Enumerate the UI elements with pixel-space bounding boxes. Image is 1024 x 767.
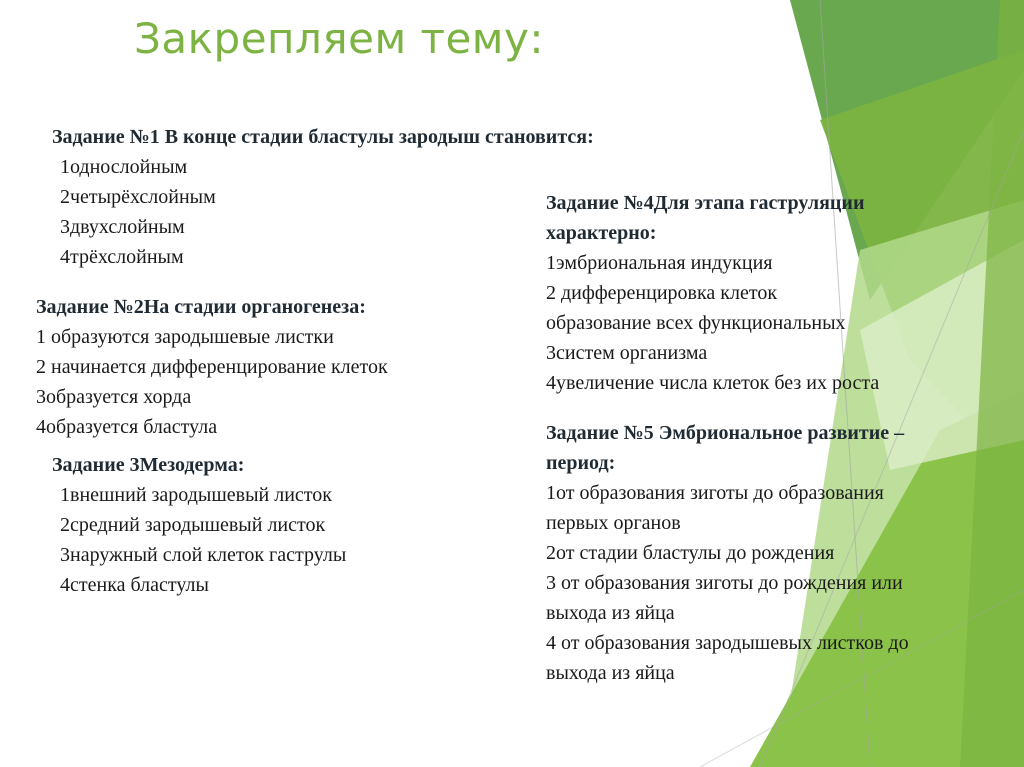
task5-heading-line1: Задание №5 Эмбриональное развитие – <box>546 422 905 444</box>
task3-option-1: 1внешний зародышевый листок <box>60 484 332 506</box>
task2-option-4: 4образуется бластула <box>36 416 218 438</box>
task1-heading: Задание №1 В конце стадии бластулы зародыш становится: <box>52 126 594 148</box>
task3-block <box>52 450 346 600</box>
task2-block <box>36 292 388 442</box>
slide-title: Закрепляем тему: <box>134 14 544 63</box>
task4-option-2: 2 дифференцировка клеток <box>546 282 778 304</box>
task4-heading-line1: Задание №4Для этапа гаструляции <box>546 192 865 214</box>
task5-block <box>546 418 909 688</box>
task5-option-1a: 1от образования зиготы до образования <box>546 482 884 504</box>
task3-heading: Задание 3Мезодерма: <box>52 454 245 476</box>
task5-option-2: 2от стадии бластулы до рождения <box>546 542 835 564</box>
task4-option-3a: образование всех функциональных <box>546 312 846 334</box>
task3-option-3: 3наружный слой клеток гаструлы <box>60 544 347 566</box>
task2-option-3: 3образуется хорда <box>36 386 192 408</box>
task4-option-3b: 3систем организма <box>546 342 708 364</box>
task5-option-3b: выхода из яйца <box>546 602 675 624</box>
task1-option-1: 1однослойным <box>60 156 188 178</box>
task2-option-1: 1 образуются зародышевые листки <box>36 326 334 348</box>
task2-option-2: 2 начинается дифференцирование клеток <box>36 356 388 378</box>
task3-option-4: 4стенка бластулы <box>60 574 209 596</box>
task4-option-4: 4увеличение числа клеток без их роста <box>546 372 880 394</box>
task5-option-1b: первых органов <box>546 512 681 534</box>
task5-heading-line2: период: <box>546 452 616 474</box>
task4-option-1: 1эмбриональная индукция <box>546 252 773 274</box>
task4-heading-line2: характерно: <box>546 222 657 244</box>
task1-option-2: 2четырёхслойным <box>60 186 216 208</box>
task3-option-2: 2средний зародышевый листок <box>60 514 326 536</box>
task2-heading: Задание №2На стадии органогенеза: <box>36 296 366 318</box>
task5-option-4a: 4 от образования зародышевых листков до <box>546 632 909 654</box>
task5-option-3a: 3 от образования зиготы до рождения или <box>546 572 903 594</box>
task4-block <box>546 188 879 398</box>
task1-block <box>52 122 594 272</box>
task1-option-4: 4трёхслойным <box>60 246 184 268</box>
task5-option-4b: выхода из яйца <box>546 662 675 684</box>
task1-option-3: 3двухслойным <box>60 216 185 238</box>
